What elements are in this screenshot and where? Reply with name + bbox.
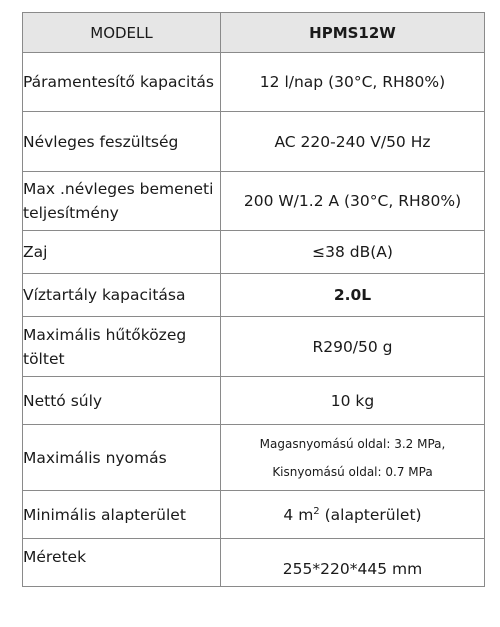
row-value: 12 l/nap (30°C, RH80%) [221,53,485,112]
row-label: Minimális alapterület [23,491,221,539]
table-header-row [23,13,485,53]
row-value: 2.0L [221,274,485,317]
row-label: Víztartály kapacitása [23,274,221,317]
row-value: 255*220*445 mm [221,539,485,587]
row-value [221,491,485,539]
area-unit-sup: 2 [313,505,320,517]
pressure-low: Kisnyomású oldal: 0.7 MPa [272,464,433,479]
table-row [23,231,485,274]
row-label: Zaj [23,231,221,274]
row-value: ≤38 dB(A) [221,231,485,274]
model-label: MODELL [23,13,221,53]
table-row [23,539,485,587]
table-row [23,112,485,172]
table-row [23,317,485,377]
row-value: R290/50 g [221,317,485,377]
row-value: 200 W/1.2 A (30°C, RH80%) [221,172,485,231]
row-label: Maximális nyomás [23,425,221,491]
row-value [221,425,485,491]
table-row [23,377,485,425]
row-label: Maximális hűtőközeg töltet [23,317,221,377]
row-label: Méretek [23,539,221,587]
row-value: 10 kg [221,377,485,425]
table-row [23,172,485,231]
area-value: 4 m [283,505,314,524]
pressure-high: Magasnyomású oldal: 3.2 MPa, [259,436,446,451]
table-row [23,425,485,491]
row-label: Névleges feszültség [23,112,221,172]
table-row [23,491,485,539]
row-label: Nettó súly [23,377,221,425]
area-note: (alapterület) [319,505,422,524]
table-row [23,274,485,317]
spec-table [22,12,485,587]
row-label: Max .névleges bemeneti teljesítmény [23,172,221,231]
row-label: Páramentesítő kapacitás [23,53,221,112]
row-value: AC 220-240 V/50 Hz [221,112,485,172]
table-row [23,53,485,112]
model-value: HPMS12W [221,13,485,53]
